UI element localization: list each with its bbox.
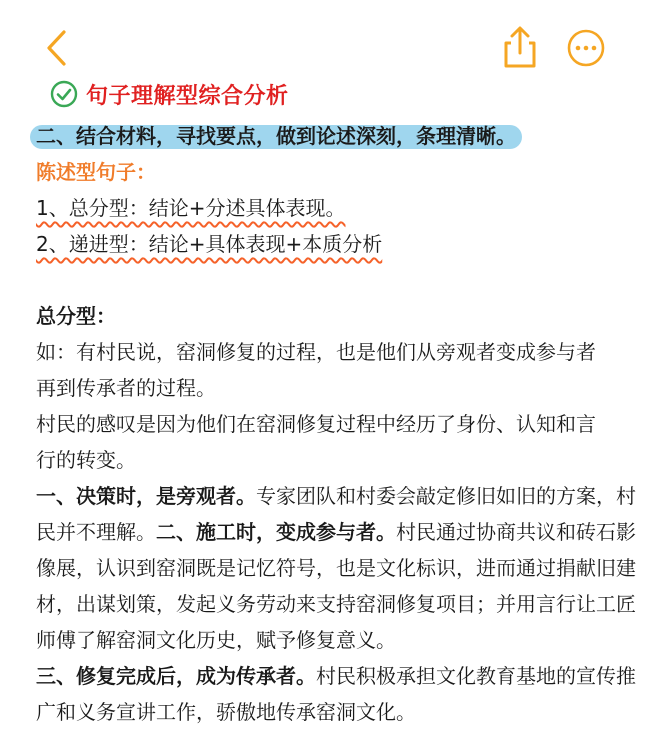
example-line-2: 再到传承者的过程。: [36, 376, 216, 400]
back-button[interactable]: [40, 26, 80, 70]
example-line-4: 行的转变。: [36, 448, 136, 472]
type-total-split: 1、总分型：结论+分述具体表现。: [36, 196, 346, 220]
example-line-1: 如：有村民说，窑洞修复的过程，也是他们从旁观者变成参与者: [36, 340, 596, 364]
highlighted-heading: [36, 118, 516, 154]
points-paragraph: [36, 478, 636, 658]
highlighted-heading-text: 二、结合材料，寻找要点，做到论述深刻，条理清晰。: [36, 124, 516, 148]
example-line-3: 村民的感叹是因为他们在窑洞修复过程中经历了身份、认知和言: [36, 412, 596, 436]
spacer: [36, 262, 636, 298]
point-2-text: 村民通过协商共议和砖石影像展，认识到窑洞既是记忆符号，也是文化标识，进而通过捐献旧建材，出谋划策，发起义务劳动来支持窑洞修复项目；并用言行让工匠师傅了解窑洞文化历史，赋予修复意义。: [36, 520, 636, 652]
more-button[interactable]: [566, 28, 606, 68]
type-progressive: 2、递进型：结论+具体表现+本质分析: [36, 232, 383, 256]
section-heading: 总分型：: [36, 304, 116, 328]
note-body: [36, 118, 636, 730]
point-3-text: 村民积极承担文化教育基地的宣传推广和义务宣讲工作，骄傲地传承窑洞文化。: [36, 664, 636, 724]
point-3-heading: 三、修复完成后，成为传承者。: [36, 664, 316, 688]
point-3-paragraph: [36, 658, 636, 730]
share-icon: [498, 24, 542, 70]
note-title: 句子理解型综合分析: [86, 83, 289, 109]
note-title-row: [50, 77, 289, 111]
point-1-heading: 一、决策时，是旁观者。: [36, 484, 256, 508]
share-button[interactable]: [498, 24, 542, 70]
statement-sentence-heading: 陈述型句子：: [36, 160, 156, 184]
chevron-left-icon: [40, 26, 80, 70]
point-1-text: 专家团队和村委会敲定修旧如旧的方案，村民并不理解。: [36, 484, 636, 544]
more-icon: [566, 28, 606, 68]
point-2-heading: 二、施工时，变成参与者。: [156, 520, 396, 544]
check-circle-icon: [50, 80, 78, 108]
